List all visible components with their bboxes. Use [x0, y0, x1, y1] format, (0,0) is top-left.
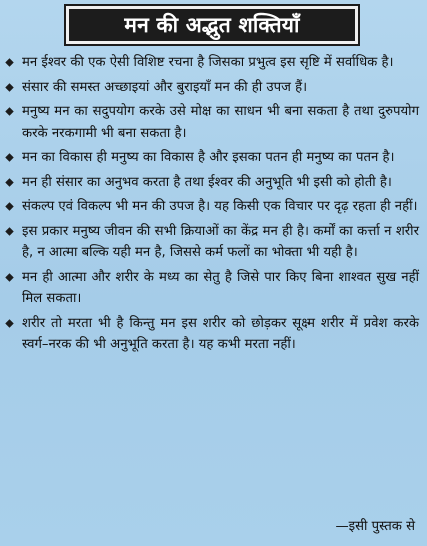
list-item-text: संसार की समस्त अच्छाइयां और बुराइयाँ मन की ही उपज हैं।: [22, 79, 308, 95]
list-item-6: [0, 196, 427, 218]
diamond-bullet-icon: [5, 227, 14, 236]
list-item-3: [0, 101, 427, 144]
diamond-bullet-icon: [5, 107, 14, 116]
title-box: [66, 6, 358, 44]
diamond-bullet-icon: [5, 153, 14, 162]
diamond-bullet-icon: [5, 83, 14, 92]
list-item-text: संकल्प एवं विकल्प भी मन की उपज है। यह किसी एक विचार पर दृढ़ रहता ही नहीं।: [22, 199, 418, 214]
list-item-text: मन ही आत्मा और शरीर के मध्य का सेतु है जिसे पार किए बिना शाश्वत सुख नहीं मिल सकता।: [22, 269, 419, 306]
list-item-8: [0, 267, 427, 310]
diamond-bullet-icon: [5, 273, 14, 282]
list-item-9: [0, 313, 427, 356]
list-item-text: मन ही संसार का अनुभव करता है तथा ईश्वर की अनुभूति भी इसी को होती है।: [22, 174, 392, 190]
list-item-text: इस प्रकार मनुष्य जीवन की सभी क्रियाओं का केंद्र मन ही है। कर्मों का कर्त्ता न शरीर है, न आत्मा बल्कि यही मन है, जिससे कर्म फलों का भोक्ता भी यही है।: [22, 223, 419, 260]
list-item-text: मन का विकास ही मनुष्य का विकास है और इसका पतन ही मनुष्य का पतन है।: [22, 150, 395, 165]
source-attribution: —इसी पुस्तक से: [335, 519, 415, 534]
points-list: [0, 52, 427, 359]
diamond-bullet-icon: [5, 178, 14, 187]
list-item-1: [0, 52, 427, 74]
list-item-text: मनुष्य मन का सदुपयोग करके उसे मोक्ष का साधन भी बना सकता है तथा दुरुपयोग करके नरकगामी भी बना सकता है।: [22, 104, 419, 141]
page-title: मन की अद्भुत शक्तियाँ: [124, 12, 300, 37]
list-item-5: [0, 172, 427, 194]
diamond-bullet-icon: [5, 319, 14, 328]
diamond-bullet-icon: [5, 202, 14, 211]
diamond-bullet-icon: [5, 58, 14, 67]
list-item-4: [0, 147, 427, 169]
list-item-text: मन ईश्वर की एक ऐसी विशिष्ट रचना है जिसका प्रभुत्व इस सृष्टि में सर्वाधिक है।: [22, 55, 394, 70]
list-item-7: [0, 221, 427, 264]
list-item-2: [0, 77, 427, 99]
list-item-text: शरीर तो मरता भी है किन्तु मन इस शरीर को छोड़कर सूक्ष्म शरीर में प्रवेश करके स्वर्ग–नरक की भी अनुभूति करता है। यह कभी मरता नहीं।: [22, 315, 419, 352]
